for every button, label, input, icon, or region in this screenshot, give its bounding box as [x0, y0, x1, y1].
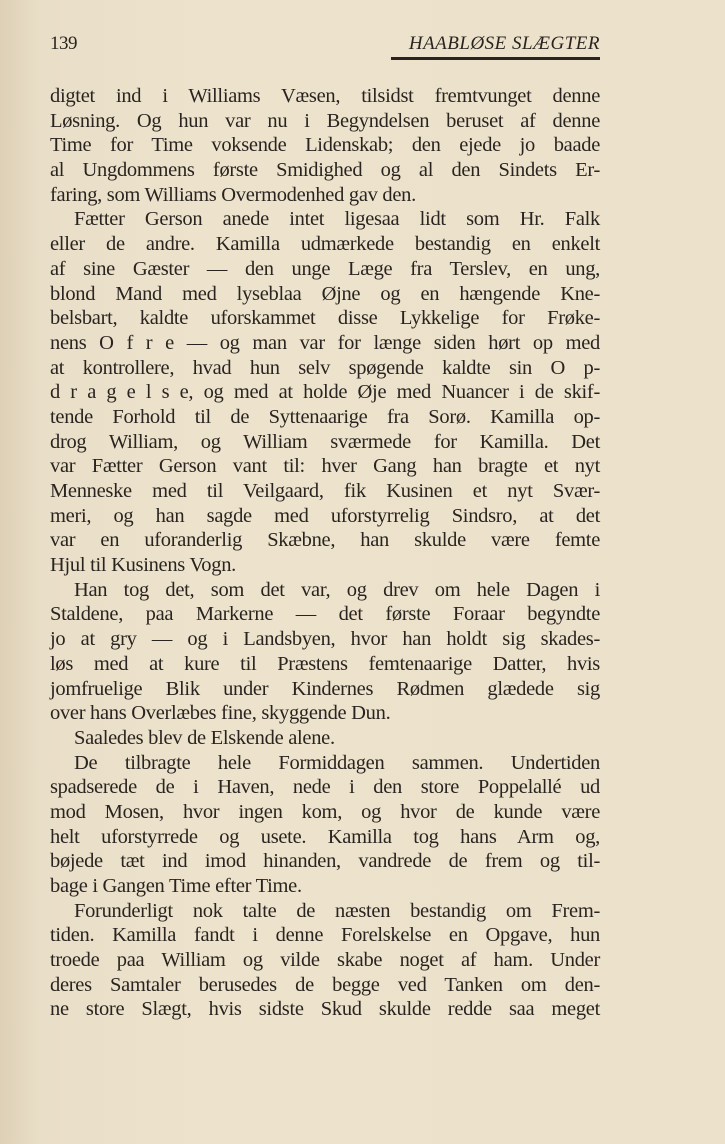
text-line: d r a g e l s e, og med at holde Øje med Nuancer i de skif-: [50, 381, 600, 404]
text-line: drog William, og William sværmede for Kamilla. Det: [50, 430, 600, 453]
text-line: eller de andre. Kamilla udmærkede bestandig en enkelt: [50, 233, 600, 256]
text-line: meri, og han sagde med uforstyrrelig Sindsro, at det: [50, 504, 600, 527]
text-line: deres Samtaler berusedes de begge ved Tanken om den-: [50, 973, 600, 996]
text-line: nens O f r e — og man var for længe siden hørt op med: [50, 331, 600, 354]
text-line: var en uforanderlig Skæbne, han skulde være femte: [50, 529, 600, 552]
text-line: var Fætter Gerson vant til: hver Gang han bragte et nyt: [50, 455, 600, 478]
text-line: tiden. Kamilla fandt i denne Forelskelse en Opgave, hun: [50, 924, 600, 947]
text-line: Løsning. Og hun var nu i Begyndelsen beruset af denne: [50, 109, 600, 132]
text-line: Forunderligt nok talte de næsten bestandig om Frem-: [74, 899, 600, 922]
text-line: Staldene, paa Markerne — det første Foraar begyndte: [50, 603, 600, 626]
text-line: mod Mosen, hvor ingen kom, og hvor de kunde være: [50, 800, 600, 823]
text-line: al Ungdommens første Smidighed og al den Sindets Er-: [50, 159, 600, 182]
text-line: bøjede tæt ind imod hinanden, vandrede de frem og til-: [50, 850, 600, 873]
text-line: blond Mand med lyseblaa Øjne og en hængende Kne-: [50, 282, 600, 305]
text-line: jomfruelige Blik under Kindernes Rødmen glædede sig: [50, 677, 600, 700]
text-line: ne store Slægt, hvis sidste Skud skulde redde saa meget: [50, 998, 600, 1021]
text-line: belsbart, kaldte uforskammet disse Lykkelige for Frøke-: [50, 307, 600, 330]
text-line: Fætter Gerson anede intet ligesaa lidt som Hr. Falk: [74, 208, 600, 231]
page-body-text: [50, 84, 600, 1022]
text-line: af sine Gæster — den unge Læge fra Terslev, en ung,: [50, 257, 600, 280]
running-header: [50, 33, 600, 63]
running-title: HAABLØSE SLÆGTER: [391, 33, 600, 60]
text-line: at kontrollere, hvad hun selv spøgende kaldte sin O p-: [50, 356, 600, 379]
text-line: Saaledes blev de Elskende alene.: [74, 726, 335, 749]
text-line: jo at gry — og i Landsbyen, hvor han holdt sig skades-: [50, 628, 600, 651]
text-line: over hans Overlæbes fine, skyggende Dun.: [50, 702, 391, 725]
text-line: Time for Time voksende Lidenskab; den ejede jo baade: [50, 134, 600, 157]
text-line: Menneske med til Veilgaard, fik Kusinen et nyt Svær-: [50, 480, 600, 502]
text-line: faring, som Williams Overmodenhed gav den.: [50, 183, 416, 206]
text-line: troede paa William og vilde skabe noget af ham. Under: [50, 949, 600, 972]
text-line: tende Forhold til de Syttenaarige fra Sorø. Kamilla op-: [50, 405, 600, 428]
page-number: 139: [50, 33, 77, 54]
text-line: digtet ind i Williams Væsen, tilsidst fremtvunget denne: [50, 85, 600, 107]
text-line: Han tog det, som det var, og drev om hele Dagen i: [74, 578, 600, 601]
text-line: løs med at kure til Præstens femtenaarige Datter, hvis: [50, 652, 600, 675]
text-line: De tilbragte hele Formiddagen sammen. Undertiden: [74, 751, 600, 774]
text-line: Hjul til Kusinens Vogn.: [50, 554, 236, 577]
text-line: bage i Gangen Time efter Time.: [50, 875, 302, 897]
text-line: helt uforstyrrede og usete. Kamilla tog hans Arm og,: [50, 825, 600, 848]
text-line: spadserede de i Haven, nede i den store Poppelallé ud: [50, 776, 600, 799]
